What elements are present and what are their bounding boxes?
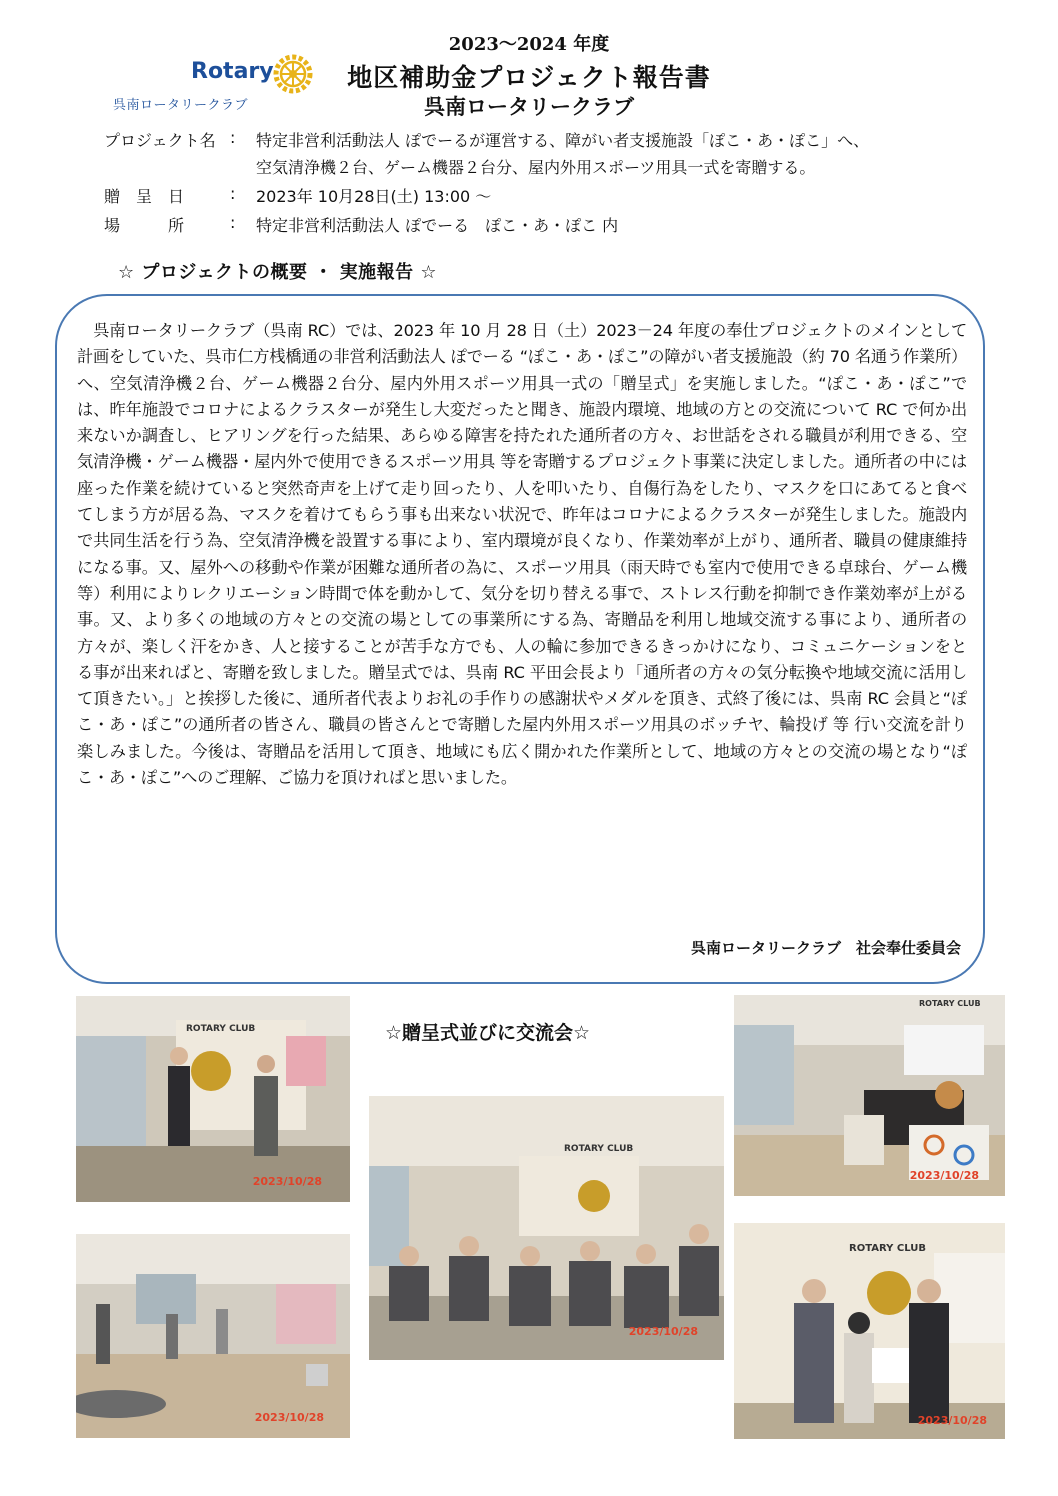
photo-group: [369, 1096, 724, 1360]
date-label: 贈 呈 日: [104, 187, 185, 206]
project-name-line1: 特定非営利活動法人 ぽでーるが運営する、障がい者支援施設「ぽこ・あ・ぽこ」へ、: [256, 131, 870, 150]
photo-games: [76, 1234, 350, 1438]
photo-equipment: [734, 995, 1005, 1196]
section-heading: ☆ プロジェクトの概要 ・ 実施報告 ☆: [118, 262, 437, 283]
fiscal-year: 2023～2024 年度: [448, 34, 610, 55]
photo-certificate: [734, 1223, 1005, 1439]
date-row: [0, 184, 1058, 206]
page-title: 地区補助金プロジェクト報告書: [347, 63, 711, 92]
banner-text: ROTARY CLUB: [849, 1243, 926, 1254]
colon: :: [230, 184, 236, 203]
banner-text: ROTARY CLUB: [186, 1024, 256, 1034]
date-value: 2023年 10月28日(土) 13:00 ～: [256, 187, 492, 206]
photo-ceremony: [76, 996, 350, 1202]
report-signature: 呉南ロータリークラブ 社会奉仕委員会: [690, 939, 961, 957]
project-row-2: [0, 155, 1058, 177]
logo-word: Rotary: [191, 59, 274, 84]
photo-date-stamp: 2023/10/28: [254, 1411, 324, 1424]
logo-club-name: 呉南ロータリークラブ: [113, 98, 249, 113]
club-name: 呉南ロータリークラブ: [424, 95, 634, 119]
report-body: 呉南ロータリークラブ（呉南 RC）では、2023 年 10 月 28 日（土）2023－24 年度の奉仕プロジェクトのメインとして計画をしていた、呉市仁方桟橋通の非営利活動法人 ぽでーる “ぽこ・あ・ぽこ”の障がい者支援施設（約 70 名通う作業所）へ、空気清浄機２台、ゲーム機器２台分、屋内外用スポーツ用具一式の「贈呈式」を実施しました。“ぽこ・あ・ぽこ”では、昨年施設でコロナによるクラスターが発生し大変だったと聞き、施設内環境、地域の方との交流について RC で何か出来ないか調査し、ヒアリングを行った結果、あらゆる障害を持たれた通所者の方々、お世話をされる職員が利用できる、空気清浄機・ゲーム機器・屋内外で使用できるスポーツ用具 等を寄贈するプロジェクト事業に決定しました。通所者の中には座った作業を続けていると突然奇声を上げて走り回ったり、人を叩いたり、自傷行為をしたり、マスクを口にあてると食べてしまう方が居る為、マスクを着けてもらう事も出来ない状況で、昨年はコロナによるクラスターが発生しました。施設内で共同生活を行う為、空気清浄機を設置する事により、室内環境が良くなり、作業効率が上がり、通所者、職員の健康維持になる事。又、屋外への移動や作業が困難な通所者の為に、スポーツ用具（雨天時でも室内で使用できる卓球台、ゲーム機 等）利用によりレクリエーション時間で体を動かして、気分を切り替える事で、ストレス行動を抑制でき作業効率が上がる事。又、より多くの地域の方々との交流の場としての事業所にする為、寄贈品を利用し地域交流する事により、通所者の方々が、楽しく汗をかき、人と接することが苦手な方でも、人の輪に参加できるきっかけになり、コミュニケーションをとる事が出来ればと、寄贈を致しました。贈呈式では、呉南 RC 平田会長より「通所者の方々の気分転換や地域交流に活用して頂きたい。」と挨拶した後に、通所者代表よりお礼の手作りの感謝状やメダルを頂き、式終了後には、呉南 RC 会員と“ぽこ・あ・ぽこ”の通所者の皆さん、職員の皆さんとで寄贈した屋内外用スポーツ用具のボッチヤ、輪投げ 等 行い交流を計り楽しみました。今後は、寄贈品を活用して頂き、地域にも広く開かれた作業所として、地域の方々との交流の場となり“ぽこ・あ・ぽこ”へのご理解、ご協力を頂ければと思いました。: [77, 321, 967, 788]
project-row: [0, 128, 1058, 150]
place-row: [0, 213, 1058, 235]
report-box: [55, 294, 985, 984]
photo-date-stamp: 2023/10/28: [628, 1325, 698, 1338]
photo-section-heading: ☆贈呈式並びに交流会☆: [385, 1022, 591, 1044]
photo-date-stamp: 2023/10/28: [252, 1175, 322, 1188]
photo-date-stamp: 2023/10/28: [909, 1169, 979, 1182]
colon: :: [230, 128, 236, 147]
colon: :: [230, 213, 236, 232]
project-label: プロジェクト名: [104, 131, 216, 150]
banner-text: ROTARY CLUB: [919, 999, 981, 1008]
project-name-line2: 空気清浄機２台、ゲーム機器２台分、屋内外用スポーツ用具一式を寄贈する。: [256, 158, 816, 177]
place-value: 特定非営利活動法人 ぽでーる ぽこ・あ・ぽこ 内: [256, 216, 619, 235]
banner-text: ROTARY CLUB: [564, 1144, 634, 1154]
place-label: 場 所: [104, 216, 185, 235]
photo-date-stamp: 2023/10/28: [917, 1414, 987, 1427]
